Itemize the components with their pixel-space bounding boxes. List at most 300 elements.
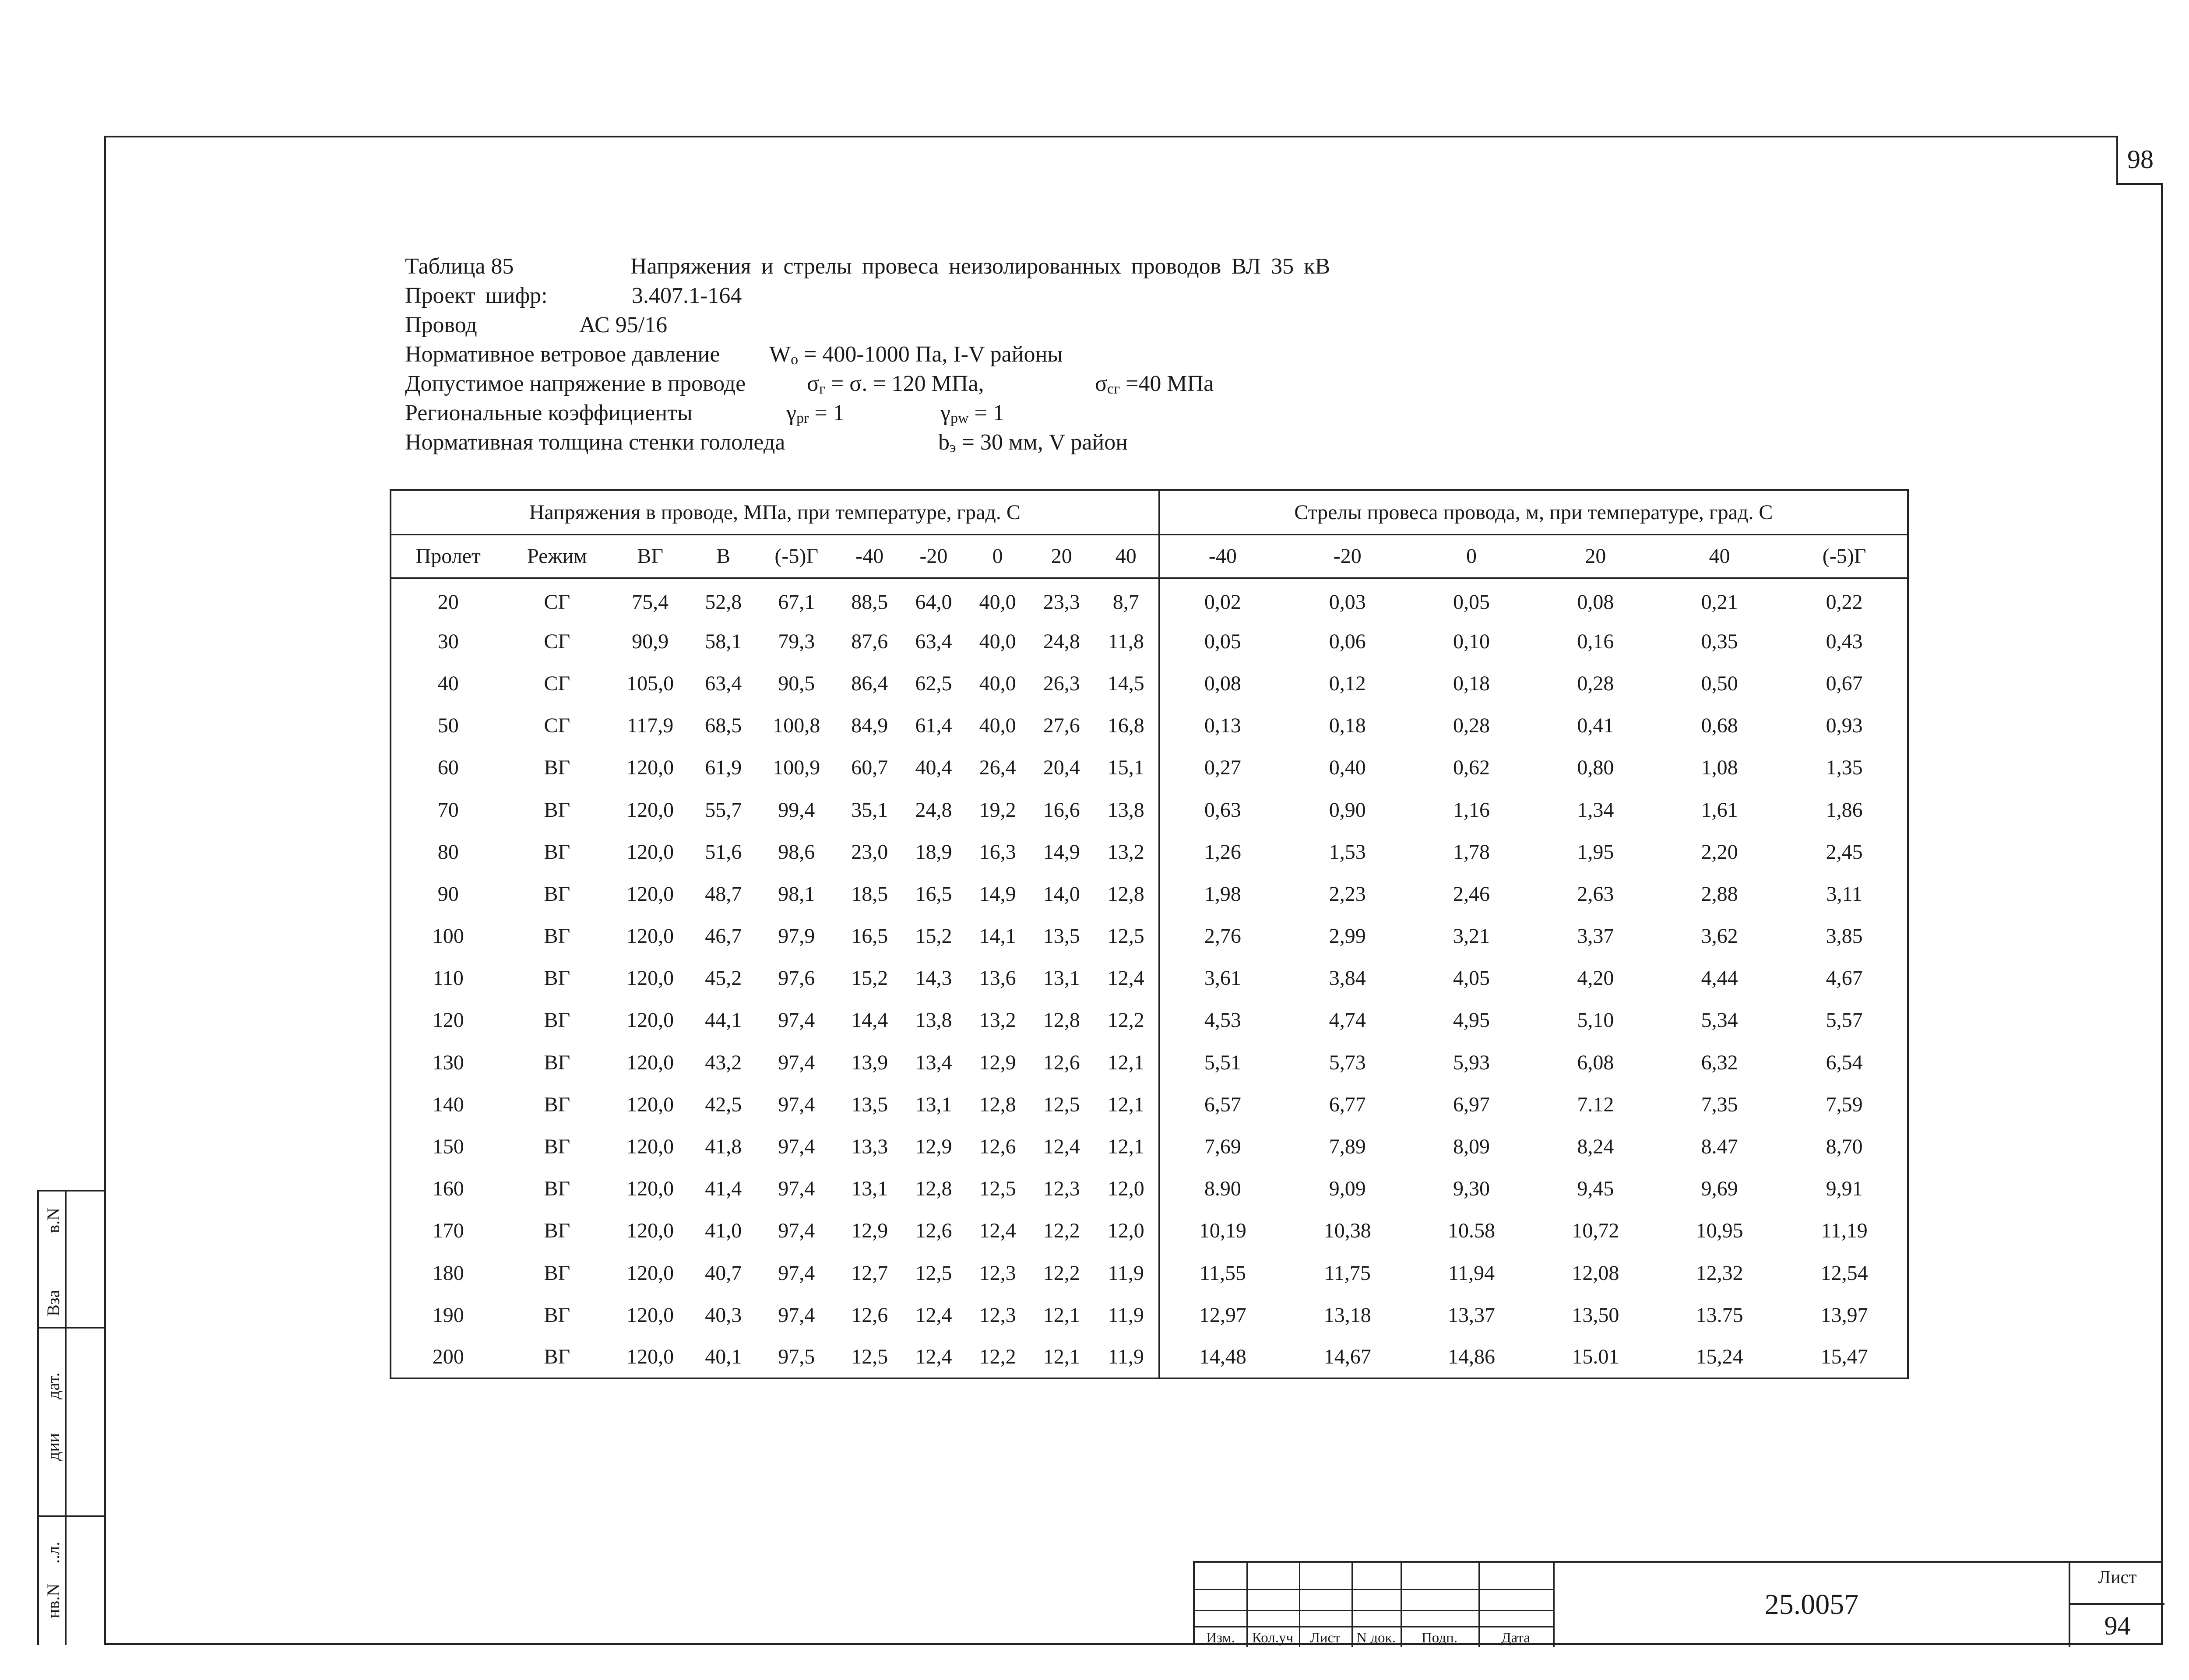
table-cell: 10,95 [1696, 1219, 1743, 1243]
table-cell: 6,97 [1453, 1093, 1490, 1116]
coef-b-rest: = 1 [968, 401, 1004, 425]
table-cell: 0,12 [1329, 671, 1366, 695]
wind-label: Нормативное ветровое давление [405, 342, 720, 367]
table-cell: 50 [437, 714, 459, 738]
table-cell: 13,1 [1043, 967, 1080, 990]
table-cell: 12,3 [979, 1303, 1016, 1327]
table-row [391, 1168, 1908, 1210]
table-cell: 12,97 [1159, 1294, 1286, 1336]
table-cell: 12,2 [1043, 1261, 1080, 1285]
table-cell: 15,2 [915, 924, 952, 948]
side-stamp [37, 1190, 104, 1645]
table-cell: 120,0 [626, 1009, 674, 1032]
table-cell: 120,0 [626, 1261, 674, 1285]
table-cell: 2,23 [1329, 882, 1366, 906]
table-cell: 150 [432, 1135, 464, 1159]
table-cell: ВГ [544, 967, 570, 990]
table-row [391, 831, 1908, 873]
table-row [391, 1210, 1908, 1252]
table-cell: 6,54 [1826, 1051, 1863, 1074]
table-cell: 14,5 [1107, 671, 1144, 695]
sheet-box [2069, 1563, 2164, 1647]
table-cell: 43,2 [705, 1051, 742, 1074]
table-cell: 100,8 [773, 714, 820, 738]
table-cell: 3,21 [1453, 924, 1490, 948]
table-cell: 60,7 [851, 756, 888, 780]
stress-b-rest: =40 МПа [1120, 371, 1214, 396]
table-row [391, 578, 1908, 620]
column-header-row [391, 534, 1908, 578]
table-cell: 30 [437, 629, 459, 653]
table-cell: 5,73 [1329, 1051, 1366, 1074]
table-cell: 1,35 [1826, 756, 1863, 780]
table-cell: 2,88 [1701, 882, 1738, 906]
tb-row-line [1195, 1589, 1553, 1590]
table-cell: 15,2 [851, 967, 888, 990]
table-cell: 120,0 [626, 1303, 674, 1327]
table-cell: 10,38 [1323, 1219, 1371, 1243]
table-cell: 12,7 [851, 1261, 888, 1285]
table-cell: 14,1 [979, 924, 1016, 948]
table-cell: 12,0 [1107, 1219, 1144, 1243]
column-header: 0 [966, 534, 1030, 578]
table-body [391, 578, 1908, 1378]
table-row [391, 957, 1908, 999]
table-cell: 97,4 [778, 1093, 815, 1116]
tb-row-line [1195, 1610, 1553, 1611]
table-cell: 9,30 [1453, 1177, 1490, 1201]
table-cell: 0,68 [1701, 714, 1738, 738]
column-header: -20 [1285, 534, 1409, 578]
table-cell: 12,4 [1107, 967, 1144, 990]
table-cell: 3,62 [1701, 924, 1738, 948]
coef-b-symbol: γ [940, 401, 950, 425]
table-cell: 14,9 [979, 882, 1016, 906]
table-cell: ВГ [544, 1051, 570, 1074]
table-cell: 4,05 [1453, 967, 1490, 990]
table-cell: 40,0 [979, 671, 1016, 695]
table-cell: 11,94 [1448, 1261, 1495, 1285]
table-cell: 12,0 [1107, 1177, 1144, 1201]
table-cell: 7,69 [1159, 1125, 1286, 1167]
table-cell: 12,4 [915, 1303, 952, 1327]
table-cell: 120,0 [626, 1345, 674, 1368]
table-cell: 8.90 [1159, 1168, 1286, 1210]
table-cell: 12,5 [979, 1177, 1016, 1201]
table-cell: 120,0 [626, 967, 674, 990]
table-cell: 0,06 [1329, 629, 1366, 653]
table-cell: 120,0 [626, 840, 674, 864]
table-cell: 0,50 [1701, 671, 1738, 695]
table-cell: 97,5 [778, 1345, 815, 1368]
table-cell: 12,5 [1107, 924, 1144, 948]
table-cell: 13,9 [851, 1051, 888, 1074]
table-cell: 13,3 [851, 1135, 888, 1159]
stamp-cell-date: дат. [43, 1372, 63, 1399]
table-cell: 190 [432, 1303, 464, 1327]
table-cell: 8,7 [1112, 590, 1139, 614]
column-header: -20 [901, 534, 965, 578]
table-cell: 51,6 [705, 840, 742, 864]
table-cell: 12,1 [1107, 1135, 1144, 1159]
table-cell: 0,16 [1577, 629, 1614, 653]
column-header: (-5)Г [1781, 534, 1908, 578]
table-cell: 12,5 [851, 1345, 888, 1368]
table-cell: 105,0 [626, 671, 674, 695]
table-row [391, 1336, 1908, 1378]
table-cell: 7,35 [1701, 1093, 1738, 1116]
table-cell: 100,9 [773, 756, 820, 780]
table-cell: 2,63 [1577, 882, 1614, 906]
table-cell: ВГ [544, 1177, 570, 1201]
table-cell: 13,2 [979, 1009, 1016, 1032]
table-cell: 12,4 [915, 1345, 952, 1368]
table-cell: ВГ [544, 798, 570, 822]
column-header: 20 [1030, 534, 1094, 578]
table-cell: 4,44 [1701, 967, 1738, 990]
column-header: 40 [1094, 534, 1159, 578]
table-cell: 2,99 [1329, 924, 1366, 948]
ice-value [938, 428, 1128, 462]
page-number-box [2116, 136, 2163, 185]
table-cell: 12,1 [1107, 1051, 1144, 1074]
table-cell: ВГ [544, 1135, 570, 1159]
table-cell: 11,9 [1108, 1303, 1144, 1327]
table-cell: 63,4 [705, 671, 742, 695]
table-cell: 58,1 [705, 629, 742, 653]
table-cell: 12,5 [915, 1261, 952, 1285]
table-cell: 12,3 [1043, 1177, 1080, 1201]
table-cell: 18,9 [915, 840, 952, 864]
ice-label: Нормативная толщина стенки гололеда [405, 430, 785, 455]
wire-value: АС 95/16 [579, 313, 668, 337]
column-header: 20 [1534, 534, 1658, 578]
title-block [1193, 1561, 2163, 1645]
table-cell: 3,37 [1577, 924, 1614, 948]
table-cell: 10.58 [1448, 1219, 1496, 1243]
table-cell: 41,4 [705, 1177, 742, 1201]
table-cell: ВГ [544, 1219, 570, 1243]
table-cell: 98,1 [778, 882, 815, 906]
table-cell: 40,0 [979, 590, 1016, 614]
table-cell: 4,67 [1826, 967, 1863, 990]
column-header: Режим [505, 534, 609, 578]
table-cell: 14,3 [915, 967, 952, 990]
table-cell: 5,57 [1826, 1009, 1863, 1032]
table-cell: 16,5 [915, 882, 952, 906]
stamp-cell-l: ..л. [43, 1542, 63, 1564]
column-header: 40 [1658, 534, 1781, 578]
stress-value-b [1095, 369, 1214, 404]
table-cell: 1,98 [1159, 873, 1286, 915]
table-row [391, 873, 1908, 915]
table-cell: 0,35 [1701, 629, 1738, 653]
table-cell: 63,4 [915, 629, 952, 653]
tb-label-kol: Кол.уч [1252, 1630, 1294, 1646]
table-cell: 0,62 [1453, 756, 1490, 780]
table-cell: 0,43 [1826, 629, 1863, 653]
column-header: -40 [838, 534, 901, 578]
table-cell: ВГ [544, 882, 570, 906]
table-row [391, 1252, 1908, 1294]
table-cell: 0,18 [1329, 714, 1366, 738]
table-cell: 2,46 [1453, 882, 1490, 906]
table-cell: 12,5 [1043, 1093, 1080, 1116]
table-cell: СГ [544, 590, 570, 614]
table-cell: 13,18 [1323, 1303, 1371, 1327]
table-cell: 12,2 [1107, 1009, 1144, 1032]
table-cell: 0,03 [1329, 590, 1366, 614]
ice-symbol: b [938, 430, 950, 455]
table-cell: 0,08 [1159, 662, 1286, 704]
table-cell: 0,28 [1453, 714, 1490, 738]
table-cell: 12,4 [1043, 1135, 1080, 1159]
table-cell: 11,75 [1324, 1261, 1371, 1285]
table-cell: 13,1 [851, 1177, 888, 1201]
table-cell: 13,8 [915, 1009, 952, 1032]
table-cell: 10,19 [1159, 1210, 1286, 1252]
document-code: 25.0057 [1553, 1563, 2069, 1647]
table-cell: 12,9 [915, 1135, 952, 1159]
table-cell: 12,2 [979, 1345, 1016, 1368]
table-row [391, 999, 1908, 1041]
table-number: Таблица 85 [405, 254, 514, 279]
table-cell: 64,0 [915, 590, 952, 614]
table-cell: 67,1 [778, 590, 815, 614]
table-cell: 20 [437, 590, 459, 614]
table-cell: 97,9 [778, 924, 815, 948]
stress-a-subscript: г [819, 381, 825, 397]
table-cell: 4,74 [1329, 1009, 1366, 1032]
table-cell: 0,05 [1159, 620, 1286, 662]
table-cell: 3,85 [1826, 924, 1863, 948]
project-code: 3.407.1-164 [632, 283, 742, 308]
table-cell: 12,1 [1043, 1303, 1080, 1327]
tb-label-data: Дата [1501, 1630, 1530, 1646]
table-cell: 120,0 [626, 1135, 674, 1159]
coef-a-subscript: pr [796, 410, 809, 426]
table-cell: 1,26 [1159, 831, 1286, 873]
table-cell: СГ [544, 671, 570, 695]
table-cell: 0,41 [1577, 714, 1614, 738]
table-cell: 14,67 [1323, 1345, 1371, 1368]
table-cell: 18,5 [851, 882, 888, 906]
table-cell: 44,1 [705, 1009, 742, 1032]
table-cell: 13,4 [915, 1051, 952, 1074]
table-cell: 88,5 [851, 590, 888, 614]
table-cell: 1,86 [1826, 798, 1863, 822]
table-cell: 0,80 [1577, 756, 1614, 780]
coef-label: Региональные коэффициенты [405, 401, 693, 425]
table-cell: 15.01 [1572, 1345, 1619, 1368]
table-cell: 120,0 [626, 798, 674, 822]
table-cell: 79,3 [778, 629, 815, 653]
stamp-cell-vza: Вза [43, 1290, 63, 1316]
sheet-number: 94 [2070, 1603, 2164, 1647]
tb-label-list: Лист [1310, 1630, 1341, 1646]
table-cell: 97,4 [778, 1219, 815, 1243]
table-row [391, 1125, 1908, 1167]
table-cell: 7.12 [1577, 1093, 1614, 1116]
table-cell: 1,78 [1453, 840, 1490, 864]
table-cell: 35,1 [851, 798, 888, 822]
side-stamp-line [39, 1515, 106, 1517]
table-cell: ВГ [544, 1303, 570, 1327]
table-cell: 62,5 [915, 671, 952, 695]
table-cell: 12,8 [1043, 1009, 1080, 1032]
table-cell: 40,1 [705, 1345, 742, 1368]
table-title: Напряжения и стрелы провеса неизолированных проводов ВЛ 35 кВ [630, 254, 1330, 279]
table-cell: 24,8 [1043, 629, 1080, 653]
table-cell: 41,0 [705, 1219, 742, 1243]
table-cell: 11,8 [1108, 629, 1144, 653]
stress-a-symbol: σ [807, 371, 820, 396]
side-stamp-divider [65, 1191, 67, 1645]
table-cell: ВГ [544, 1345, 570, 1368]
table-cell: 15,47 [1820, 1345, 1868, 1368]
table-row [391, 747, 1908, 789]
table-cell: 0,08 [1577, 590, 1614, 614]
table-cell: 12,6 [851, 1303, 888, 1327]
table-row [391, 705, 1908, 747]
table-cell: 120,0 [626, 924, 674, 948]
table-cell: 8,09 [1453, 1135, 1490, 1159]
table-cell: 1,53 [1329, 840, 1366, 864]
group-header-sag: Стрелы провеса провода, м, при температуре, град. С [1159, 490, 1908, 534]
table-cell: 24,8 [915, 798, 952, 822]
table-cell: 12,32 [1696, 1261, 1743, 1285]
table-row [391, 1294, 1908, 1336]
column-header: 0 [1409, 534, 1533, 578]
table-cell: 1,16 [1453, 798, 1490, 822]
table-cell: 140 [432, 1093, 464, 1116]
table-cell: 9,09 [1329, 1177, 1366, 1201]
table-cell: 40,0 [979, 714, 1016, 738]
stress-b-symbol: σ [1095, 371, 1108, 396]
table-cell: 6,57 [1159, 1083, 1286, 1125]
table-cell: 7,89 [1329, 1135, 1366, 1159]
table-cell: 2,76 [1159, 915, 1286, 957]
table-cell: 86,4 [851, 671, 888, 695]
table-cell: 0,63 [1159, 789, 1286, 831]
table-cell: 14,9 [1043, 840, 1080, 864]
table-cell: 3,61 [1159, 957, 1286, 999]
table-cell: 11,9 [1108, 1261, 1144, 1285]
table-row [391, 915, 1908, 957]
table-cell: 120,0 [626, 882, 674, 906]
table-cell: 14,4 [851, 1009, 888, 1032]
table-cell: 120,0 [626, 756, 674, 780]
table-cell: 170 [432, 1219, 464, 1243]
wind-symbol: W [769, 342, 791, 367]
table-cell: 90 [437, 882, 459, 906]
table-cell: 48,7 [705, 882, 742, 906]
table-cell: ВГ [544, 924, 570, 948]
table-cell: 14,0 [1043, 882, 1080, 906]
wind-subscript: о [791, 351, 799, 368]
group-header-row [391, 490, 1908, 534]
table-cell: 90,9 [632, 629, 669, 653]
table-cell: 40,7 [705, 1261, 742, 1285]
table-cell: 26,3 [1043, 671, 1080, 695]
table-cell: 7,59 [1826, 1093, 1863, 1116]
table-cell: 0,05 [1453, 590, 1490, 614]
table-cell: 12,8 [915, 1177, 952, 1201]
table-cell: 8.47 [1701, 1135, 1738, 1159]
table-cell: 13,6 [979, 967, 1016, 990]
page-number: 98 [2127, 145, 2154, 174]
table-cell: 2,20 [1701, 840, 1738, 864]
table-cell: 100 [432, 924, 464, 948]
table-cell: 11,9 [1108, 1345, 1144, 1368]
table-cell: 23,0 [851, 840, 888, 864]
table-cell: 0,02 [1159, 578, 1286, 620]
table-cell: 75,4 [632, 590, 669, 614]
table-cell: 12,9 [979, 1051, 1016, 1074]
wire-label: Провод [405, 313, 477, 337]
table-cell: 11,55 [1159, 1252, 1286, 1294]
tb-label-podp: Подп. [1421, 1630, 1458, 1646]
sheet-label: Лист [2098, 1568, 2137, 1588]
table-cell: 10,72 [1572, 1219, 1619, 1243]
table-cell: 12,8 [1107, 882, 1144, 906]
table-cell: 117,9 [627, 714, 674, 738]
coef-b-subscript: pw [950, 410, 969, 426]
table-cell: 1,34 [1577, 798, 1614, 822]
table-row [391, 1083, 1908, 1125]
table-cell: 12,1 [1107, 1093, 1144, 1116]
table-row [391, 662, 1908, 704]
table-cell: 160 [432, 1177, 464, 1201]
table-cell: 0,67 [1826, 671, 1863, 695]
table-cell: 12,9 [851, 1219, 888, 1243]
table-cell: 12,6 [979, 1135, 1016, 1159]
side-stamp-line [39, 1327, 106, 1329]
table-cell: 61,4 [915, 714, 952, 738]
column-header: В [691, 534, 755, 578]
table-cell: 97,4 [778, 1177, 815, 1201]
table-cell: 3,11 [1826, 882, 1862, 906]
table-row [391, 789, 1908, 831]
table-cell: 1,08 [1701, 756, 1738, 780]
table-cell: 12,08 [1572, 1261, 1619, 1285]
table-cell: 13,97 [1820, 1303, 1868, 1327]
tb-label-izm: Изм. [1206, 1630, 1235, 1646]
table-cell: 23,3 [1043, 590, 1080, 614]
table-cell: 110 [433, 967, 464, 990]
stress-label: Допустимое напряжение в проводе [405, 371, 746, 396]
table-cell: 9,91 [1826, 1177, 1863, 1201]
table-cell: 97,4 [778, 1135, 815, 1159]
table-cell: 40,3 [705, 1303, 742, 1327]
table-cell: 52,8 [705, 590, 742, 614]
table-cell: 26,4 [979, 756, 1016, 780]
table-cell: 130 [432, 1051, 464, 1074]
table-cell: 5,10 [1577, 1009, 1614, 1032]
table-cell: 0,90 [1329, 798, 1366, 822]
table-cell: 87,6 [851, 629, 888, 653]
table-cell: 14,48 [1159, 1336, 1286, 1378]
table-cell: 0,40 [1329, 756, 1366, 780]
table-cell: 4,95 [1453, 1009, 1490, 1032]
table-cell: 0,27 [1159, 747, 1286, 789]
table-cell: 15,24 [1696, 1345, 1743, 1368]
table-cell: 80 [437, 840, 459, 864]
table-cell: 14,86 [1448, 1345, 1496, 1368]
table-cell: 0,22 [1826, 590, 1863, 614]
stress-sag-table [390, 489, 1909, 1379]
table-cell: 55,7 [705, 798, 742, 822]
